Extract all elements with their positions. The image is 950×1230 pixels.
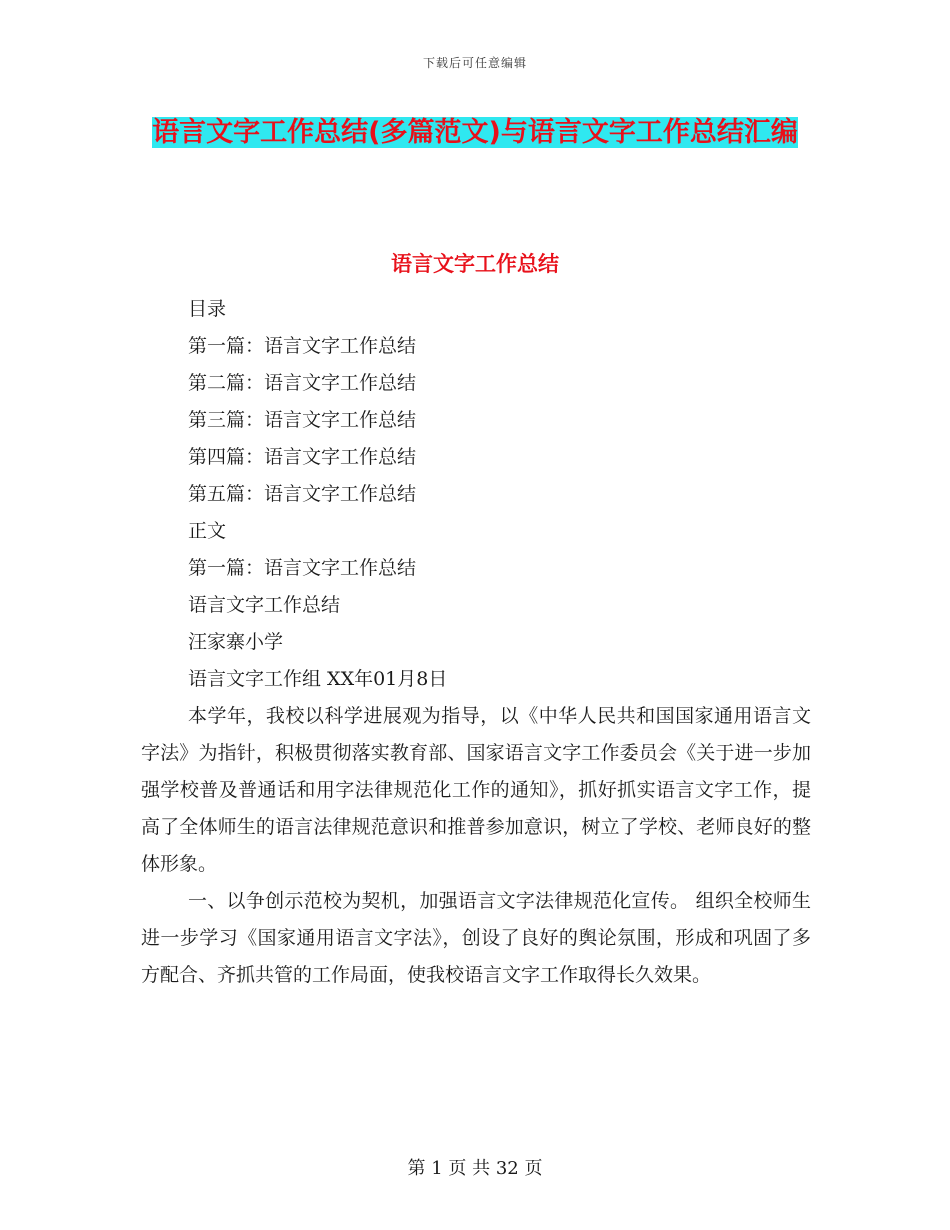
- article-title: 语言文字工作总结: [188, 594, 341, 616]
- article-author-date: 语言文字工作组 XX年01月8日: [188, 668, 448, 690]
- page-header-note: 下载后可任意编辑: [422, 56, 527, 70]
- toc-heading: 目录: [188, 298, 227, 320]
- document-title-text: 语言文字工作总结(多篇范文)与语言文字工作总结汇编: [152, 117, 798, 148]
- page-number-footer: 第 1 页 共 32 页: [407, 1158, 543, 1179]
- toc-item: 第二篇：语言文字工作总结: [188, 372, 417, 394]
- toc-item: 第三篇：语言文字工作总结: [188, 409, 417, 431]
- body-heading: 正文: [188, 520, 227, 542]
- section-title: 语言文字工作总结: [391, 252, 559, 276]
- toc-item: 第四篇：语言文字工作总结: [188, 446, 417, 468]
- document-title: [150, 110, 800, 156]
- body-paragraph: 一、以争创示范校为契机，加强语言文字法律规范化宣传。 组织全校师生进一步学习《国家通用语言文字法》，创设了良好的舆论氛围，形成和巩固了多方配合、齐抓共管的工作局面，使我校语言文字工作取得长久效果。: [141, 890, 811, 986]
- article-school: 汪家寨小学: [188, 631, 284, 653]
- body-paragraph: 本学年，我校以科学进展观为指导，以《中华人民共和国国家通用语言文字法》为指针，积极贯彻落实教育部、国家语言文字工作委员会《关于进一步加强学校普及普通话和用字法律规范化工作的通知》，抓好抓实语言文字工作，提高了全体师生的语言法律规范意识和推普参加意识，树立了学校、老师良好的整体形象。: [141, 705, 811, 875]
- toc-item: 第五篇：语言文字工作总结: [188, 483, 417, 505]
- article-heading: 第一篇：语言文字工作总结: [188, 557, 417, 579]
- document-body: [141, 291, 811, 994]
- toc-item: 第一篇：语言文字工作总结: [188, 335, 417, 357]
